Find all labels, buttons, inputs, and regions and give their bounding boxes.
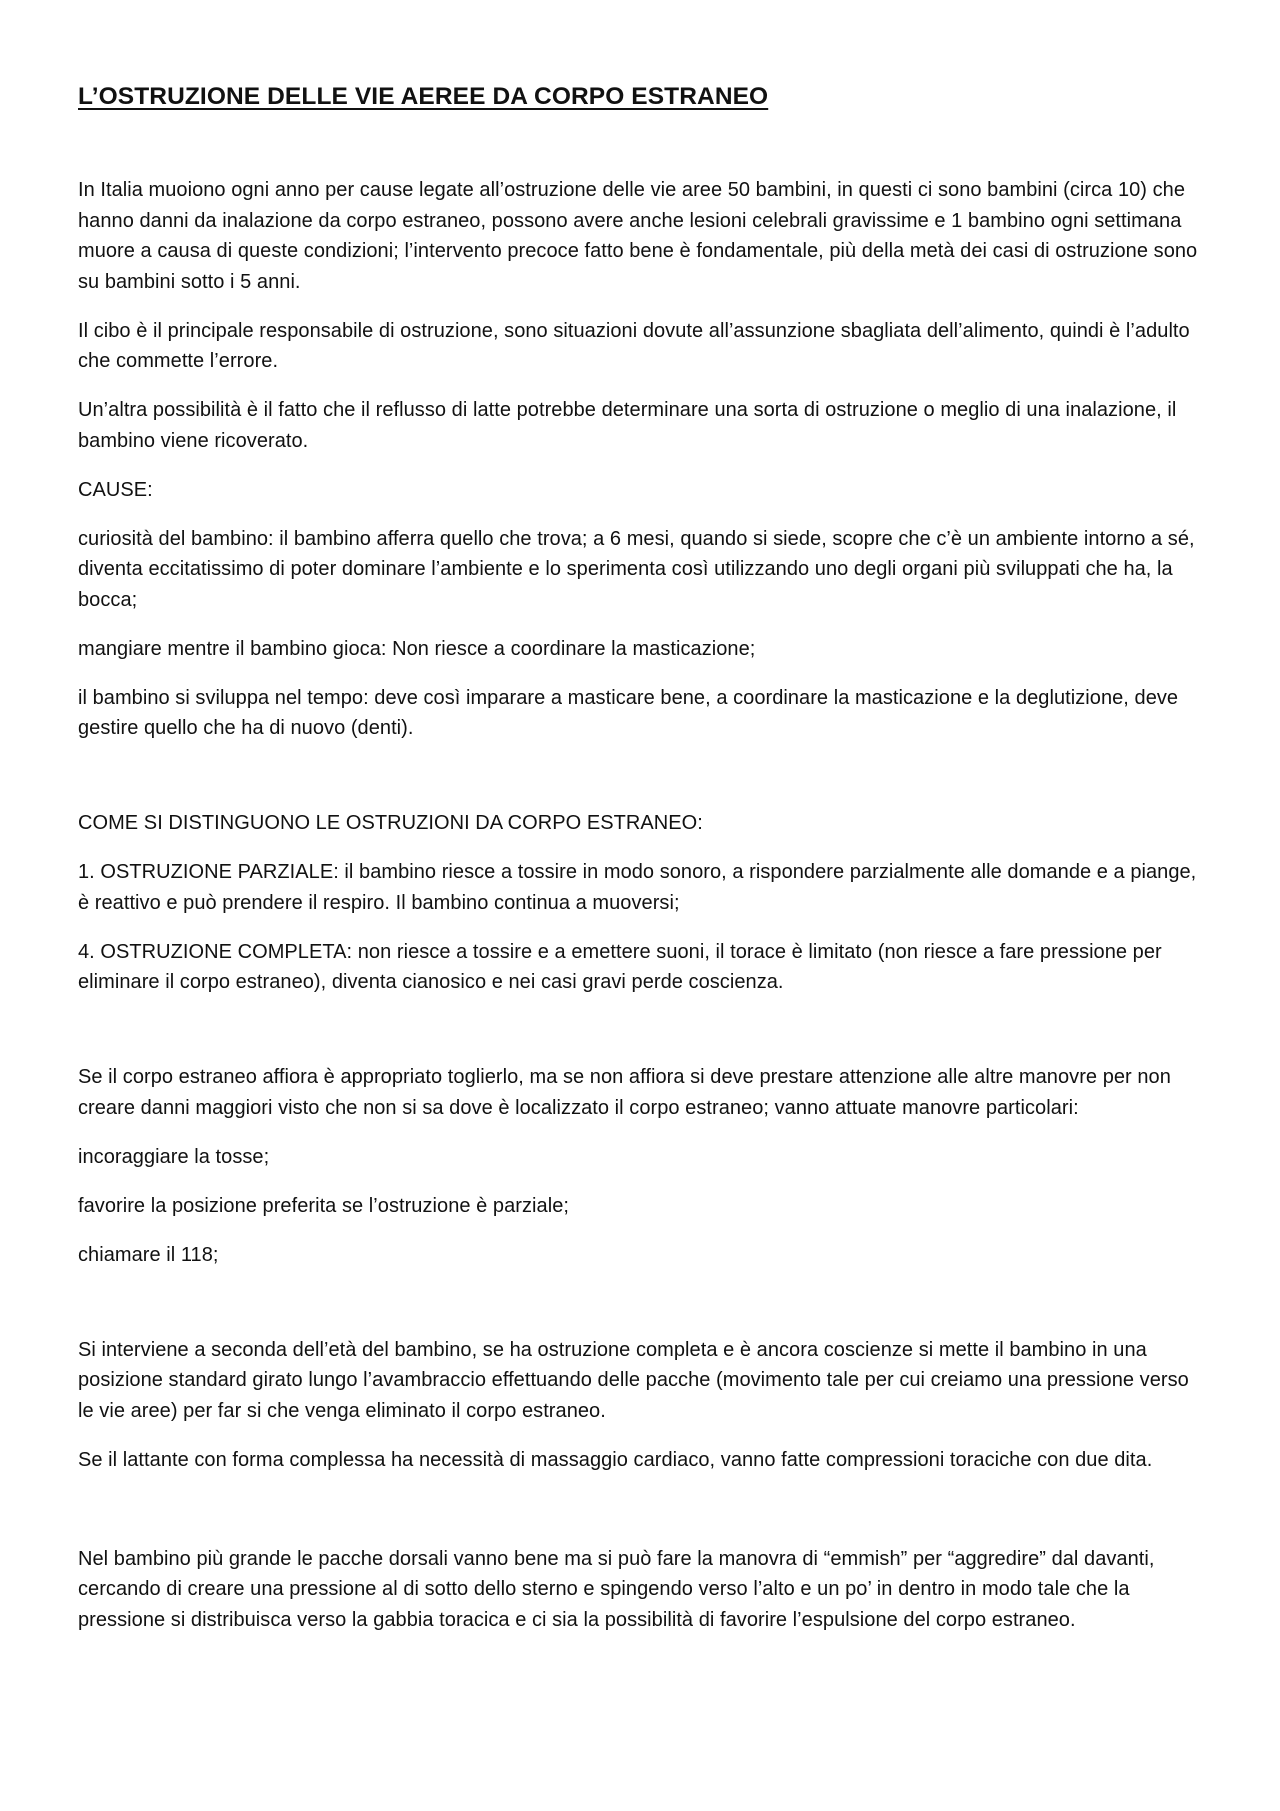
- paragraph-age-intervention: Si interviene a seconda dell’età del bambino, se ha ostruzione completa e è ancora coscienze si mette il bambino in una posizione standard girato lungo l’avambraccio effettuando delle pacche (movimento tale per cui creiamo una pressione verso le vie aree) per far si che venga eliminato il corpo estraneo.: [78, 1338, 1189, 1422]
- paragraph-milk-reflux: Un’altra possibilità è il fatto che il reflusso di latte potrebbe determinare una sorta di ostruzione o meglio di una inalazione, il bambino viene ricoverato.: [78, 399, 1177, 452]
- maneuver-item-cough: incoraggiare la tosse;: [78, 1145, 270, 1168]
- paragraph-intro-statistics: In Italia muoiono ogni anno per cause legate all’ostruzione delle vie aree 50 bambini, in questi ci sono bambini (circa 10) che hanno danni da inalazione da corpo estraneo, possono avere anche lesioni celebrali gravissime e 1 bambino ogni settimana muore a causa di queste condizioni; l’intervento precoce fatto bene è fondamentale, più della metà dei casi di ostruzione sono su bambini sotto i 5 anni.: [78, 179, 1198, 293]
- partial-obstruction-item: 1. OSTRUZIONE PARZIALE: il bambino riesce a tossire in modo sonoro, a rispondere parzialmente alle domande e a piange, è reattivo e può prendere il respiro. Il bambino continua a muoversi;: [78, 861, 1197, 914]
- obstruction-types-heading: COME SI DISTINGUONO LE OSTRUZIONI DA CORPO ESTRANEO:: [78, 812, 703, 834]
- causes-heading: CAUSE:: [78, 478, 153, 501]
- cause-item-eating-while-playing: mangiare mentre il bambino gioca: Non riesce a coordinare la masticazione;: [78, 637, 756, 660]
- paragraph-foreign-body-removal: Se il corpo estraneo affiora è appropriato toglierlo, ma se non affiora si deve prestare attenzione alle altre manovre per non creare danni maggiori visto che non si sa dove è localizzato il corpo estraneo; vanno attuate manovre particolari:: [78, 1066, 1171, 1119]
- section-spacer: [78, 1494, 1210, 1544]
- maneuver-item-call-118: chiamare il 118;: [78, 1243, 219, 1266]
- section-spacer: [78, 762, 1210, 808]
- maneuver-item-position: favorire la posizione preferita se l’ostruzione è parziale;: [78, 1194, 569, 1217]
- cause-item-development: il bambino si sviluppa nel tempo: deve così imparare a masticare bene, a coordinare la masticazione e la deglutizione, deve gestire quello che ha di nuovo (denti).: [78, 686, 1179, 739]
- paragraph-infant-compressions: Se il lattante con forma complessa ha necessità di massaggio cardiaco, vanno fatte compressioni toraciche con due dita.: [78, 1448, 1153, 1471]
- complete-obstruction-item: 4. OSTRUZIONE COMPLETA: non riesce a tossire e a emettere suoni, il torace è limitato (non riesce a fare pressione per eliminare il corpo estraneo), diventa cianosico e nei casi gravi perde coscienza.: [78, 940, 1162, 993]
- paragraph-older-child-maneuver: Nel bambino più grande le pacche dorsali vanno bene ma si può fare la manovra di “emmish” per “aggredire” dal davanti, cercando di creare una pressione al di sotto dello sterno e spingendo verso l’alto e un po’ in dentro in modo tale che la pressione si distribuisca verso la gabbia toracica e ci sia la possibilità di favorire l’espulsione del corpo estraneo.: [78, 1547, 1155, 1631]
- document-title: L’OSTRUZIONE DELLE VIE AEREE DA CORPO ESTRANEO: [78, 83, 769, 110]
- paragraph-food-cause: Il cibo è il principale responsabile di ostruzione, sono situazioni dovute all’assunzione sbagliata dell’alimento, quindi è l’adulto che commette l’errore.: [78, 319, 1190, 372]
- document-page: [78, 82, 1210, 1654]
- section-spacer: [78, 1289, 1210, 1335]
- section-spacer: [78, 1016, 1210, 1062]
- cause-item-curiosity: curiosità del bambino: il bambino afferra quello che trova; a 6 mesi, quando si siede, scopre che c’è un ambiente intorno a sé, diventa eccitatissimo di poter dominare l’ambiente e lo sperimenta così utilizzando uno degli organi più sviluppati che ha, la bocca;: [78, 527, 1195, 611]
